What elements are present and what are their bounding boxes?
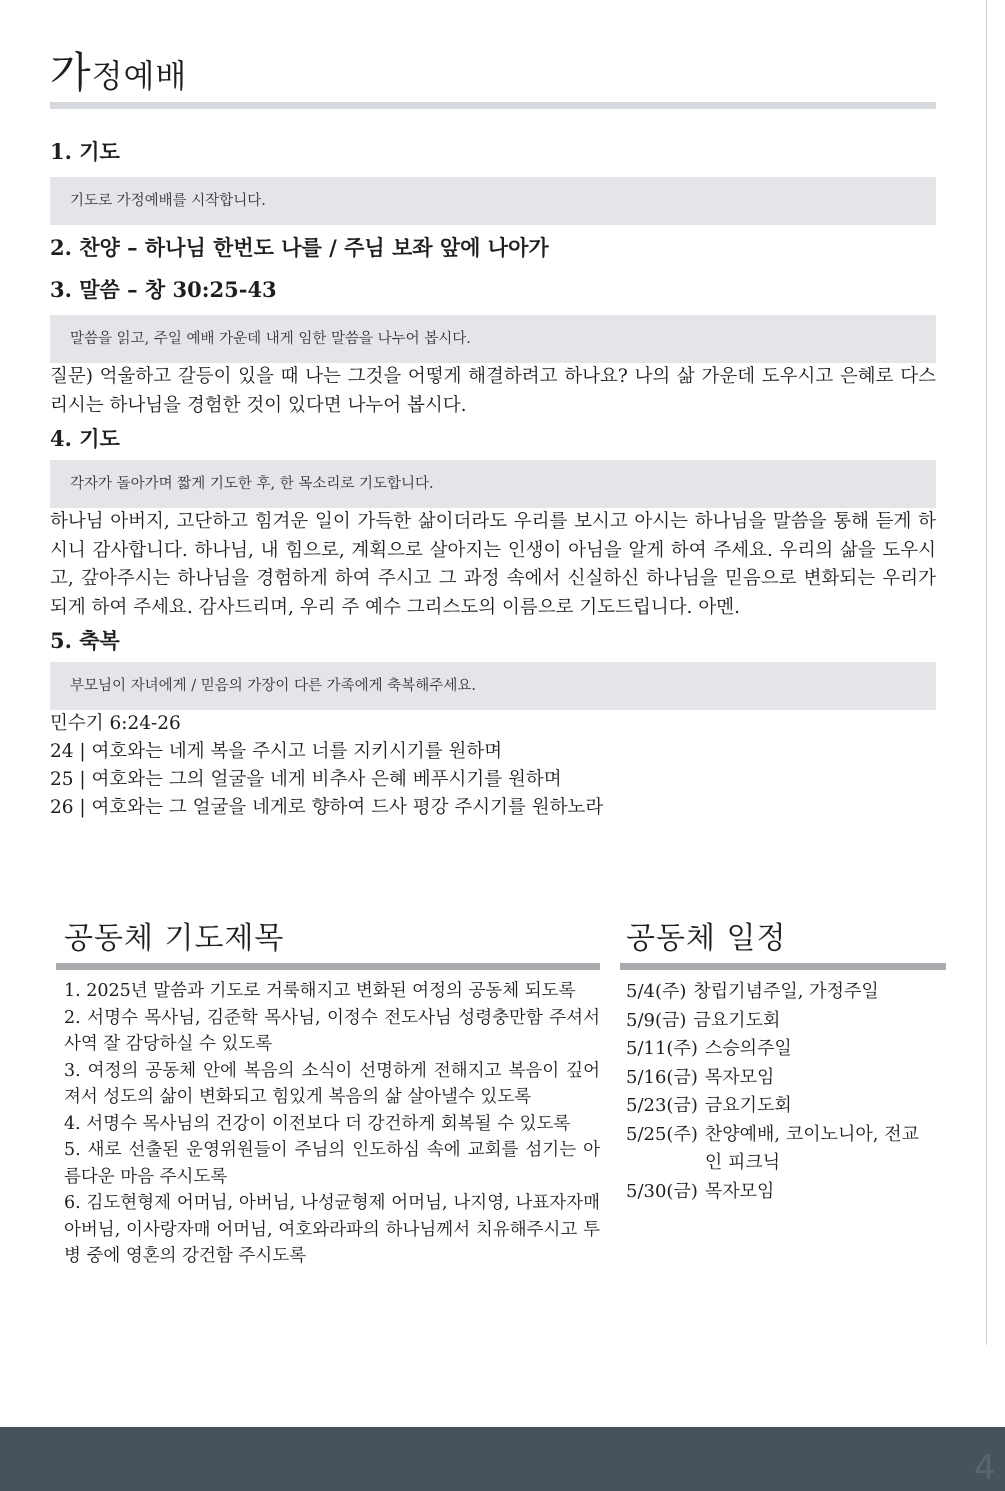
- schedule-event: 금요기도회: [704, 1095, 792, 1116]
- main-content: [50, 0, 936, 822]
- verse-reference: 민수기 6:24-26: [50, 713, 181, 734]
- schedule-date: 5/9(금): [626, 1009, 687, 1031]
- prayer-topics-title: 공동체 기도제목: [64, 921, 285, 956]
- prayer-topics-list: [64, 978, 600, 1270]
- section-instruction: 부모님이 자녀에게 / 믿음의 가장이 다른 가족에게 축복해주세요.: [50, 662, 936, 710]
- schedule-item: [626, 1064, 946, 1093]
- schedule-event: 스승의주일: [704, 1038, 792, 1059]
- schedule-event: 창립기념주일, 가정주일: [693, 981, 879, 1002]
- section-instruction: 각자가 돌아가며 짧게 기도한 후, 한 목소리로 기도합니다.: [50, 460, 936, 508]
- right-margin-rule: [986, 0, 987, 1345]
- prayer-topic-item: 6. 김도현형제 어머님, 아버님, 나성균형제 어머님, 나지영, 나표자자매 아버님, 이사랑자매 어머님, 여호와라파의 하나님께서 치유해주시고 투병 중에 영혼의 강건함 주시도록: [64, 1193, 600, 1266]
- section-heading: 1. 기도: [50, 139, 120, 164]
- verse-line: 25 | 여호와는 그의 얼굴을 네게 비추사 은혜 베푸시기를 원하며: [50, 769, 562, 790]
- section-instruction: 말씀을 읽고, 주일 예배 가운데 내게 임한 말씀을 나누어 봅시다.: [50, 315, 936, 363]
- section-heading: 3. 말씀 – 창 30:25-43: [50, 277, 277, 302]
- prayer-topics-column: [56, 915, 600, 1270]
- schedule-event: 찬양예배, 코이노니아, 전교인 피크닉: [704, 1123, 920, 1173]
- prayer-topic-item: 2. 서명수 목사님, 김준학 목사님, 이정수 전도사님 성령충만함 주셔서 사역 잘 감당하실 수 있도록: [64, 1007, 600, 1054]
- prayer-topic-item: 5. 새로 선출된 운영위원들이 주님의 인도하심 속에 교회를 섬기는 아름다운 마음 주시도록: [64, 1140, 600, 1187]
- schedule-date: 5/16(금): [626, 1066, 698, 1088]
- schedule-date: 5/11(주): [626, 1038, 698, 1059]
- footer-bar: [0, 1427, 1005, 1491]
- section-blessing: [50, 626, 936, 822]
- schedule-item: [626, 1092, 946, 1121]
- schedule-date: 5/25(주): [626, 1123, 698, 1145]
- prayer-topic-item: 4. 서명수 목사님의 건강이 이전보다 더 강건하게 회복될 수 있도록: [64, 1113, 571, 1134]
- section-prayer: [50, 424, 936, 622]
- schedule-column: [620, 915, 946, 1206]
- verse-line: 24 | 여호와는 네게 복을 주시고 너를 지키시기를 원하며: [50, 741, 503, 762]
- prayer-text: 하나님 아버지, 고단하고 힘겨운 일이 가득한 삶이더라도 우리를 보시고 아시는 하나님을 말씀을 통해 듣게 하시니 감사합니다. 하나님, 내 힘으로, 계획으로 살아지는 인생이 아님을 알게 하여 주세요. 우리의 삶을 도우시고, 갚아주시는 하나님을 경험하게 하여 주시고 그 과정 속에서 신실하신 하나님을 믿음으로 변화되는 우리가 되게 하여 주세요. 감사드리며, 우리 주 예수 그리스도의 이름으로 기도드립니다. 아멘.: [50, 511, 936, 618]
- schedule-list: [626, 978, 946, 1206]
- section-prayer-opening: [50, 137, 936, 225]
- schedule-event: 목자모임: [704, 1180, 775, 1202]
- page-title: [50, 0, 936, 100]
- schedule-event: 목자모임: [704, 1066, 775, 1088]
- schedule-item: [626, 1121, 946, 1178]
- prayer-topic-item: 3. 여정의 공동체 안에 복음의 소식이 선명하게 전해지고 복음이 깊어져서 성도의 삶이 변화되고 힘있게 복음의 삶 살아낼수 있도록: [64, 1060, 600, 1107]
- prayer-topics-bar: [56, 963, 600, 970]
- schedule-date: 5/4(주): [626, 981, 687, 1002]
- schedule-title: 공동체 일정: [626, 921, 787, 956]
- section-praise: [50, 233, 936, 263]
- schedule-item: [626, 978, 946, 1007]
- section-heading: 2. 찬양 – 하나님 한번도 나를 / 주님 보좌 앞에 나아가: [50, 235, 549, 260]
- page-number: 4: [974, 1448, 996, 1488]
- section-heading: 5. 축복: [50, 628, 120, 653]
- schedule-event: 금요기도회: [693, 1009, 781, 1031]
- schedule-bar: [620, 963, 946, 970]
- section-word: [50, 275, 936, 420]
- title-first-char: 가: [50, 48, 92, 97]
- discussion-question: 질문) 억울하고 갈등이 있을 때 나는 그것을 어떻게 해결하려고 하나요? 나의 삶 가운데 도우시고 은혜로 다스리시는 하나님을 경험한 것이 있다면 나누어 봅시다.: [50, 366, 936, 416]
- schedule-item: [626, 1035, 946, 1064]
- prayer-topic-item: 1. 2025년 말씀과 기도로 거룩해지고 변화된 여정의 공동체 되도록: [64, 981, 576, 1001]
- schedule-item: [626, 1178, 946, 1207]
- verse-line: 26 | 여호와는 그 얼굴을 네게로 향하여 드사 평강 주시기를 원하노라: [50, 797, 604, 818]
- schedule-date: 5/23(금): [626, 1095, 698, 1116]
- section-instruction: 기도로 가정예배를 시작합니다.: [50, 177, 936, 225]
- title-rest: 정예배: [91, 57, 188, 95]
- title-underline-bar: [50, 102, 936, 109]
- section-heading: 4. 기도: [50, 426, 120, 451]
- schedule-date: 5/30(금): [626, 1180, 698, 1202]
- schedule-item: [626, 1007, 946, 1036]
